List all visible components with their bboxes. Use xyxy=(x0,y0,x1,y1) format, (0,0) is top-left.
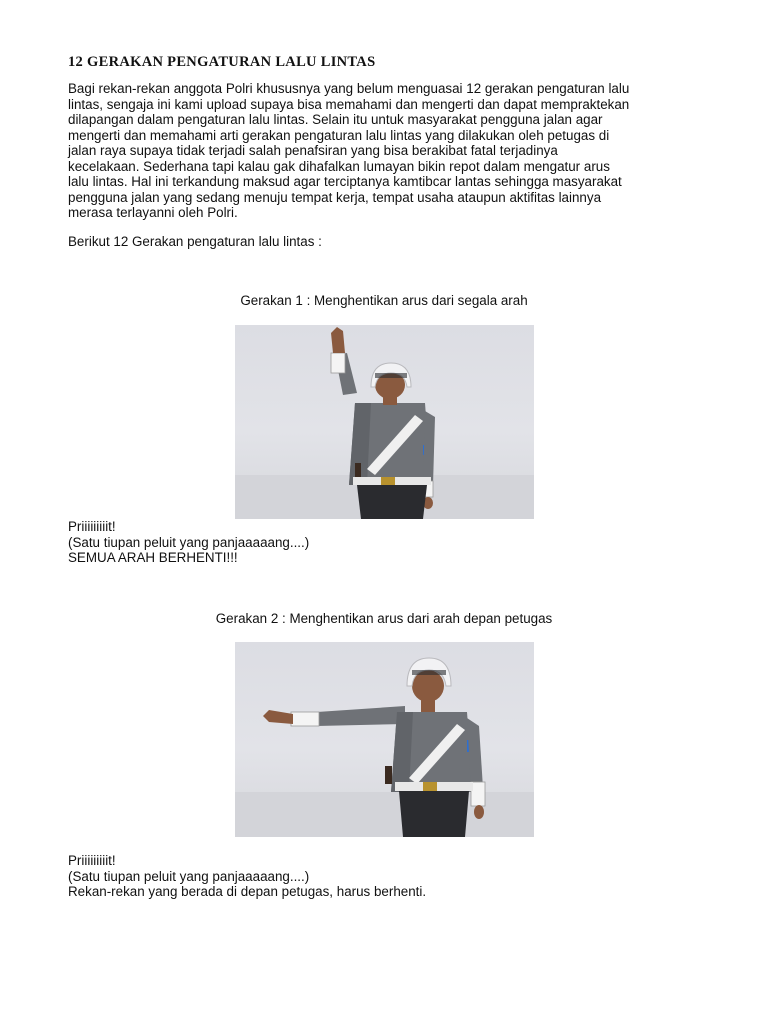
officer-arm-raised-up-photo xyxy=(235,325,534,519)
intro-line: lintas, sengaja ini kami upload supaya bisa memahami dan mengerti dan dapat mempraktekan xyxy=(68,96,630,112)
document-title: 12 GERAKAN PENGATURAN LALU LINTAS xyxy=(68,54,376,70)
intro-paragraph xyxy=(68,81,708,221)
gesture-2-caption: Gerakan 2 : Menghentikan arus dari arah depan petugas xyxy=(215,611,553,626)
intro-line: dilapangan dalam pengaturan lalu lintas. Selain itu untuk masyarakat pengguna jalan agar xyxy=(68,112,603,127)
intro-line: Bagi rekan-rekan anggota Polri khususnya yang belum menguasai 12 gerakan pengaturan lalu xyxy=(68,81,630,96)
gesture-2-notes xyxy=(68,853,426,900)
intro-line: pengguna jalan yang sedang menuju tempat kerja, tempat usaha ataupun aktifitas lainnya xyxy=(68,189,602,205)
whistle-text: Priiiiiiiiit! xyxy=(68,853,116,868)
whistle-description: (Satu tiupan peluit yang panjaaaaang....) xyxy=(68,868,310,884)
intro-line: merasa terlayanni oleh Polri. xyxy=(68,205,238,220)
intro-line: kecelakaan. Sederhana tapi kalau gak dihafalkan lumayan bikin repot dalam mengatur arus xyxy=(68,158,610,174)
whistle-description: (Satu tiupan peluit yang panjaaaaang....) xyxy=(68,534,310,550)
intro-line: mengerti dan memahami arti gerakan pengaturan lalu lintas yang dilakukan oleh petugas di xyxy=(68,127,610,143)
officer-arm-extended-side-photo xyxy=(235,642,534,837)
list-lead: Berikut 12 Gerakan pengaturan lalu lintas : xyxy=(68,234,322,249)
instruction-text: SEMUA ARAH BERHENTI!!! xyxy=(68,550,238,565)
gesture-1-notes xyxy=(68,519,309,566)
intro-line: jalan raya supaya tidak terjadi salah penafsiran yang bisa berakibat fatal terjadinya xyxy=(68,143,558,158)
intro-line: lalu lintas. Hal ini terkandung maksud agar terciptanya kamtibcar lantas sehingga masyarakat xyxy=(68,174,622,189)
whistle-text: Priiiiiiiiit! xyxy=(68,519,116,534)
gesture-1-caption: Gerakan 1 : Menghentikan arus dari segala arah xyxy=(240,293,528,308)
instruction-text: Rekan-rekan yang berada di depan petugas, harus berhenti. xyxy=(68,884,427,899)
